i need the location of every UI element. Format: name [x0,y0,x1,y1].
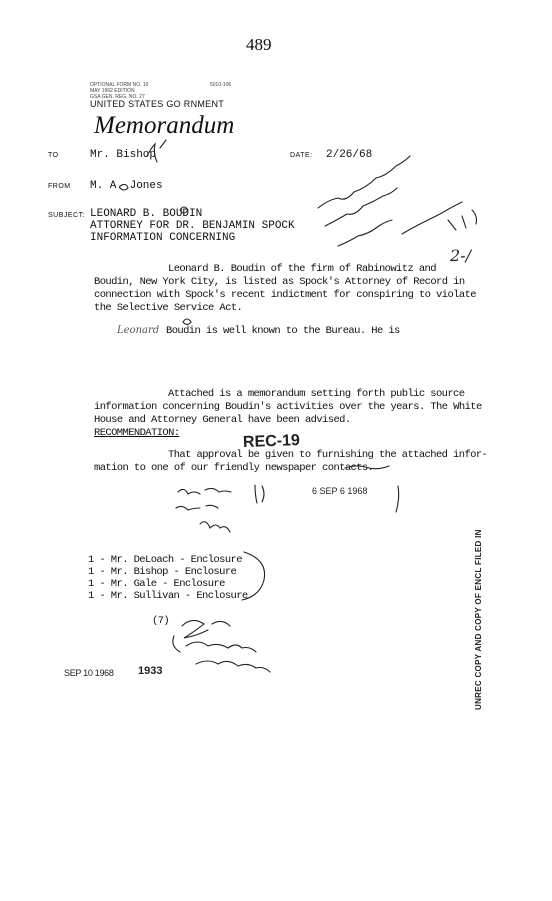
enclosure-item: 1 - Mr. Bishop - Enclosure [88,566,237,578]
page-number: 489 [246,35,272,54]
handwriting-line-3 [338,220,392,246]
handwriting-line-4 [402,202,462,234]
date-value: 2/26/68 [326,149,373,161]
signature-line-1 [182,620,230,638]
from-label: FROM [48,183,71,190]
body-line: House and Attorney General have been advised. [94,414,351,426]
body-line: Leonard B. Boudin of the firm of Rabinowitz and [168,263,436,275]
bottom-date-stamp: SEP 10 1968 [64,668,114,678]
handwriting-line-1 [318,156,410,208]
to-label: TO [48,152,59,159]
count-mark: (7) [152,615,170,627]
body-line: the Selective Service Act. [94,302,243,314]
form-code: 5010-106 [210,82,232,88]
signature-bracket [173,636,180,652]
handwritten-mark: 2-/ [450,246,471,265]
form-line: MAY 1962 EDITION [90,88,135,94]
subject-line: INFORMATION CONCERNING [90,232,236,244]
enclosure-item: 1 - Mr. Sullivan - Enclosure [88,590,248,602]
recommendation-heading: RECOMMENDATION: [94,427,180,439]
body-line: Attached is a memorandum setting forth public source [168,388,465,400]
form-line: OPTIONAL FORM NO. 10 [90,82,149,88]
body-line: That approval be given to furnishing the attached infor- [168,449,488,461]
handwriting-initials [255,485,264,503]
enclosure-item: 1 - Mr. Gale - Enclosure [88,578,225,590]
subject-line: ATTORNEY FOR DR. BENJAMIN SPOCK [90,220,295,232]
subject-circle-mark [180,207,188,213]
handwriting-line-8 [200,522,230,532]
enclosure-bracket [242,552,265,600]
subject-line: LEONARD B. BOUDIN [90,208,203,220]
body-line: Boudin, New York City, is listed as Spock's Attorney of Record in [94,276,465,288]
bishop-checkmark [147,140,166,162]
from-value: M. A. Jones [90,180,163,192]
received-date-stamp: 6 SEP 6 1968 [312,486,368,496]
handwriting-line-6 [178,488,231,494]
rec-stamp: REC-19 [242,432,301,451]
handwriting-line-5 [448,210,477,230]
form-line: GSA GEN. REG. NO. 27 [90,94,145,100]
signature-line-2 [186,642,256,652]
memo-title: Memorandum [94,112,235,139]
vertical-mark [396,486,399,512]
handwriting-line-7 [176,505,218,510]
handwriting-line-2 [325,188,397,226]
body-line: mation to one of our friendly newspaper contacts. [94,462,374,474]
date-label: DATE: [290,152,313,159]
subject-label: SUBJECT: [48,212,86,219]
body-line: information concerning Boudin's activities over the years. The White [94,401,482,413]
enclosure-item: 1 - Mr. DeLoach - Enclosure [88,554,242,566]
jones-initials [120,184,128,190]
bottom-stamp-number: 1933 [138,665,163,677]
handwriting-underline [345,466,389,469]
boudin-circle-mark [183,319,191,325]
side-stamp-text: UNREC COPY AND COPY OF ENCL FILED IN [474,529,483,710]
body-paragraph-2: Boudin is well known to the Bureau. He is [166,325,400,337]
to-value: Mr. Bishop [90,149,157,161]
signature-line-3 [196,661,270,672]
handwritten-name: Leonard [117,325,160,336]
body-line: connection with Spock's recent indictment for conspiring to violate [94,289,476,301]
agency-heading: UNITED STATES GO RNMENT [90,99,225,109]
